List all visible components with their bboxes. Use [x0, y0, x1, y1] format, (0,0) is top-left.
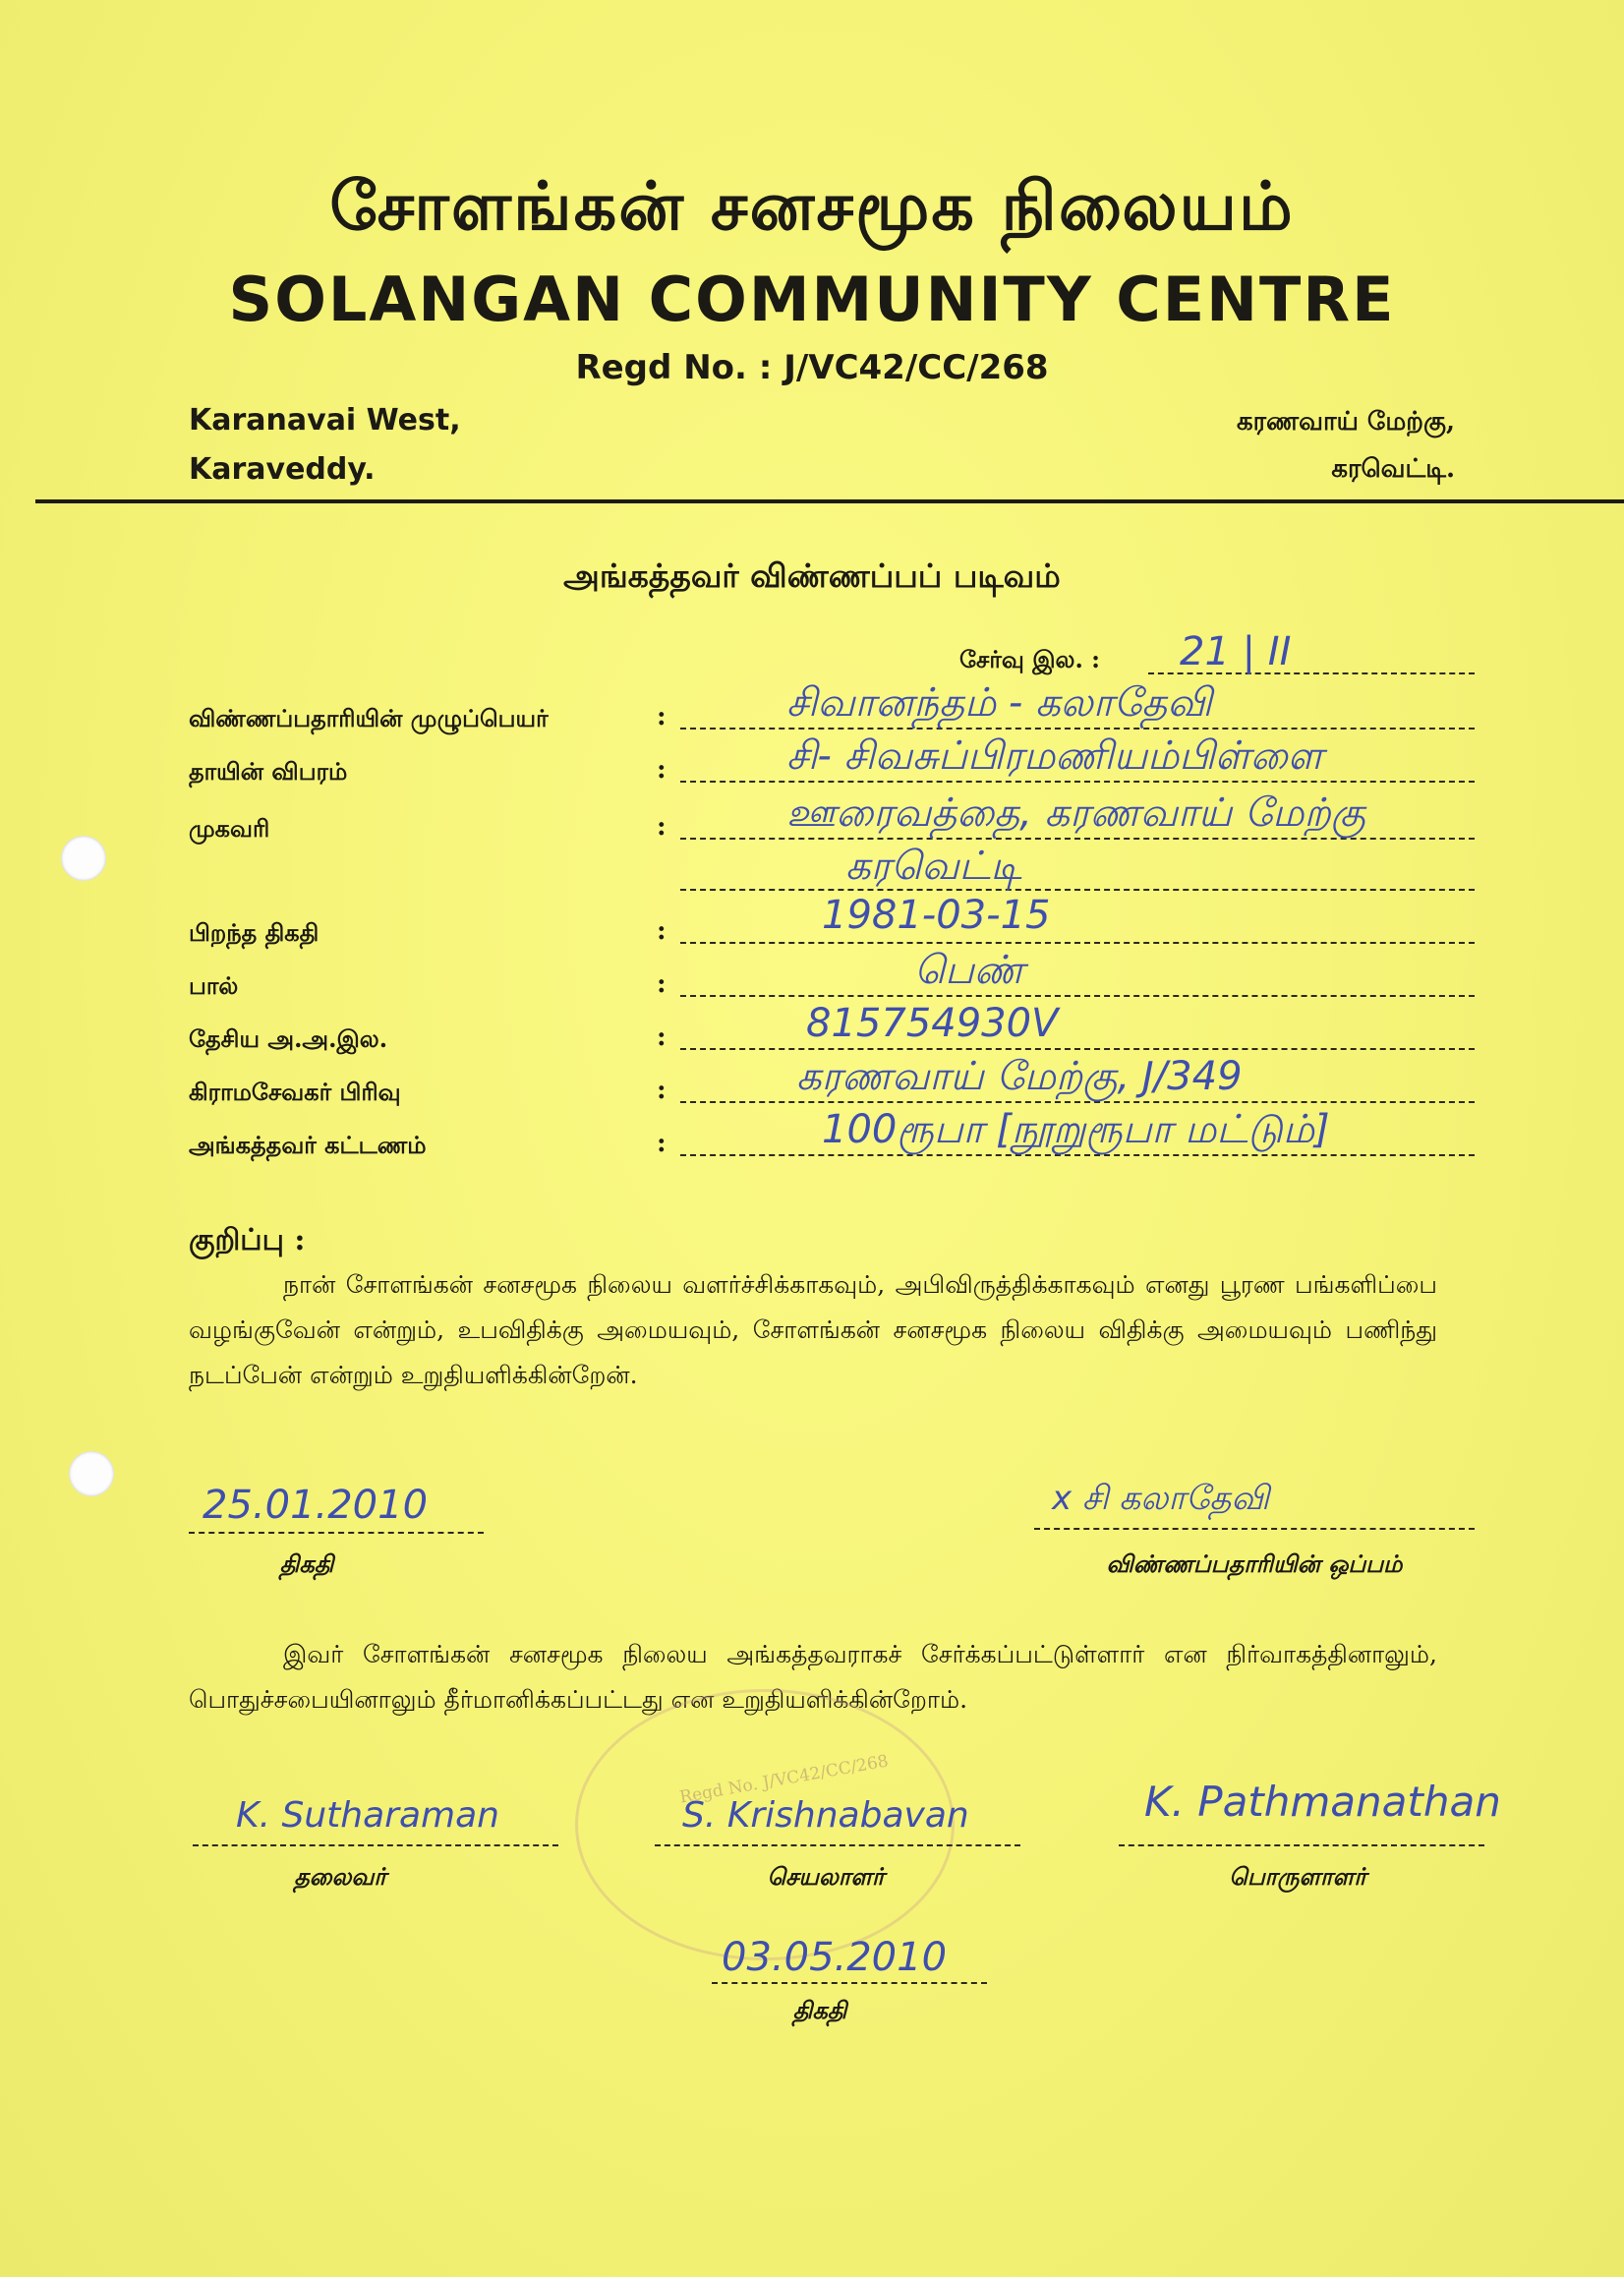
field-value-gender: பெண்: [914, 948, 1024, 993]
field-value-membership-fee: 100ரூபா [நூறுரூபா மட்டும்]: [822, 1107, 1330, 1152]
address-english-line2: Karaveddy.: [189, 452, 376, 487]
applicant-date-line: [189, 1532, 484, 1534]
colon: :: [657, 702, 667, 731]
secretary-label: செயலாளர்: [767, 1862, 885, 1891]
applicant-signature-label: விண்ணப்பதாரியின் ஒப்பம்: [1106, 1549, 1403, 1578]
registration-number: Regd No. : J/VC42/CC/268: [575, 348, 1049, 387]
field-line-address-2: [680, 889, 1475, 891]
address-english-line1: Karanavai West,: [189, 403, 461, 438]
colon: :: [657, 1076, 667, 1105]
confirmation-text: இவர் சோளங்கன் சனசமூக நிலைய அங்கத்தவராகச் சேர்க்கப்பட்டுள்ளார் என நிர்வாகத்தினாலும், பொதுச்சபையினாலும் தீர்மானிக்கப்பட்டது என உறுதியளிக்கின்றோம்.: [189, 1640, 1437, 1714]
seal-text: Regd No. J/VC42/CC/268: [677, 1751, 891, 1808]
field-label-gender: பால்: [189, 971, 239, 1000]
colon: :: [657, 1129, 667, 1158]
colon: :: [657, 969, 667, 999]
final-date-line: [712, 1982, 987, 1984]
applicant-date-value: 25.01.2010: [203, 1483, 429, 1528]
field-value-full-name: சிவானந்தம் - கலாதேவி: [786, 680, 1212, 726]
field-label-dob: பிறந்த திகதி: [189, 918, 319, 947]
colon: :: [657, 1022, 667, 1052]
field-line-gender: [680, 995, 1475, 997]
field-label-address: முகவரி: [189, 814, 270, 843]
field-line-dob: [680, 942, 1475, 944]
field-label-nic: தேசிய அ.அ.இல.: [189, 1024, 388, 1053]
field-value-mother: சி- சிவசுப்பிரமணியம்பிள்ளை: [786, 733, 1323, 779]
header-divider: [35, 499, 1624, 503]
address-tamil-line2: கரவெட்டி.: [1331, 454, 1455, 484]
president-signature: K. Sutharaman: [236, 1795, 499, 1836]
field-value-address-1: ஊரைவத்தை, கரணவாய் மேற்கு: [786, 790, 1366, 836]
president-label: தலைவர்: [294, 1862, 386, 1891]
treasurer-label: பொருளாளர்: [1229, 1862, 1366, 1891]
field-value-gn-division: கரணவாய் மேற்கு, J/349: [796, 1054, 1243, 1099]
title-tamil: சோளங்கன் சனசமூக நிலையம்: [329, 167, 1295, 246]
title-english: SOLANGAN COMMUNITY CENTRE: [228, 263, 1396, 335]
field-value-address-2: கரவெட்டி: [845, 844, 1022, 889]
treasurer-signature: K. Pathmanathan: [1144, 1778, 1501, 1826]
membership-no-value: 21 | II: [1180, 629, 1292, 674]
secretary-signature: S. Krishnabavan: [682, 1795, 969, 1836]
field-value-dob: 1981-03-15: [822, 893, 1051, 938]
address-tamil-line1: கரணவாய் மேற்கு,: [1236, 407, 1455, 437]
field-value-nic: 815754930V: [806, 1001, 1059, 1046]
final-date-label: திகதி: [792, 1996, 847, 2024]
colon: :: [657, 812, 667, 842]
field-label-full-name: விண்ணப்பதாரியின் முழுப்பெயர்: [189, 704, 549, 732]
field-line-nic: [680, 1048, 1475, 1050]
colon: :: [657, 916, 667, 946]
final-date-value: 03.05.2010: [722, 1935, 948, 1980]
note-heading: குறிப்பு :: [189, 1223, 306, 1257]
punch-hole-top: [61, 836, 106, 881]
colon: :: [657, 755, 667, 785]
president-signature-line: [193, 1844, 558, 1846]
form-title: அங்கத்தவர் விண்ணப்பப் படிவம்: [563, 556, 1061, 595]
field-label-membership-fee: அங்கத்தவர் கட்டணம்: [189, 1131, 427, 1159]
applicant-signature: x சி கலாதேவி: [1052, 1479, 1270, 1518]
treasurer-signature-line: [1119, 1844, 1484, 1846]
applicant-date-label: திகதி: [279, 1549, 334, 1578]
secretary-signature-line: [655, 1844, 1020, 1846]
applicant-signature-line: [1034, 1528, 1475, 1530]
membership-no-label: சேர்வு இல. :: [959, 645, 1101, 673]
note-text: நான் சோளங்கன் சனசமூக நிலைய வளர்ச்சிக்காகவும், அபிவிருத்திக்காகவும் எனது பூரண பங்களிப்பை வழங்குவேன் என்றும், உபவிதிக்கு அமையவும், சோளங்கன் சனசமூக நிலைய விதிக்கு அமையவும் பணிந்து நடப்பேன் என்றும் உறுதியளிக்கின்றேன்.: [189, 1270, 1437, 1389]
field-label-gn-division: கிராமசேவகர் பிரிவு: [189, 1078, 401, 1106]
punch-hole-bottom: [69, 1451, 114, 1496]
field-label-mother: தாயின் விபரம்: [189, 757, 348, 786]
